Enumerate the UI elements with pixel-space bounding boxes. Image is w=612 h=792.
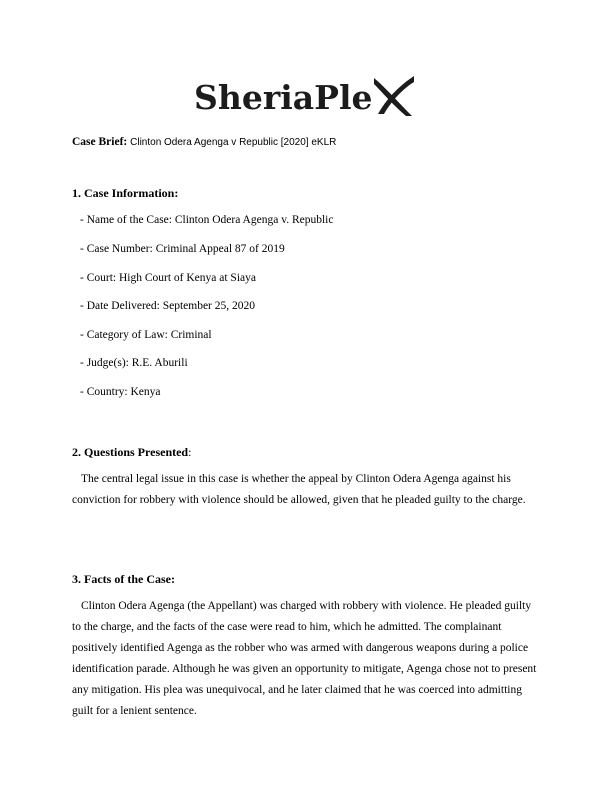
case-brief-label: Case Brief: (72, 136, 128, 148)
case-info-country: - Country: Kenya (80, 386, 161, 398)
case-info-judges: - Judge(s): R.E. Aburili (80, 357, 188, 369)
logo-wordmark: SheriaPle (194, 78, 373, 117)
section-heading-case-information: 1. Case Information: (72, 186, 179, 200)
facts-body: Clinton Odera Agenga (the Appellant) was charged with robbery with violence. He pleaded guilty to the charge, and the facts of the case were read to him, which he admitted. The complainant positively identified Agenga as the robber who was armed with dangerous weapons during a police identification parade. Although he was given an opportunity to mitigate, Agenga chose not to present any mitigation. His plea was unequivocal, and he later claimed that he was coerced into admitting guilt for a lenient sentence. (72, 600, 537, 717)
questions-presented-body: The central legal issue in this case is whether the appeal by Clinton Odera Agenga against his conviction for robbery with violence should be allowed, given that he pleaded guilty to the charge. (72, 473, 526, 506)
section-heading-facts: 3. Facts of the Case: (72, 572, 175, 586)
case-brief-line (72, 136, 336, 148)
case-info-court: - Court: High Court of Kenya at Siaya (80, 272, 256, 284)
case-info-number: - Case Number: Criminal Appeal 87 of 2019 (80, 243, 285, 255)
sheriaplex-logo (190, 70, 420, 122)
questions-heading-text: 2. Questions Presented (72, 445, 189, 459)
section-heading-questions-presented (72, 445, 191, 460)
case-info-date: - Date Delivered: September 25, 2020 (80, 300, 255, 312)
case-info-name: - Name of the Case: Clinton Odera Agenga v. Republic (80, 214, 334, 226)
case-brief-title: Clinton Odera Agenga v Republic [2020] eKLR (130, 137, 337, 148)
x-logo-mark-icon (372, 74, 416, 118)
case-info-category: - Category of Law: Criminal (80, 329, 212, 341)
questions-heading-colon: : (188, 445, 192, 459)
